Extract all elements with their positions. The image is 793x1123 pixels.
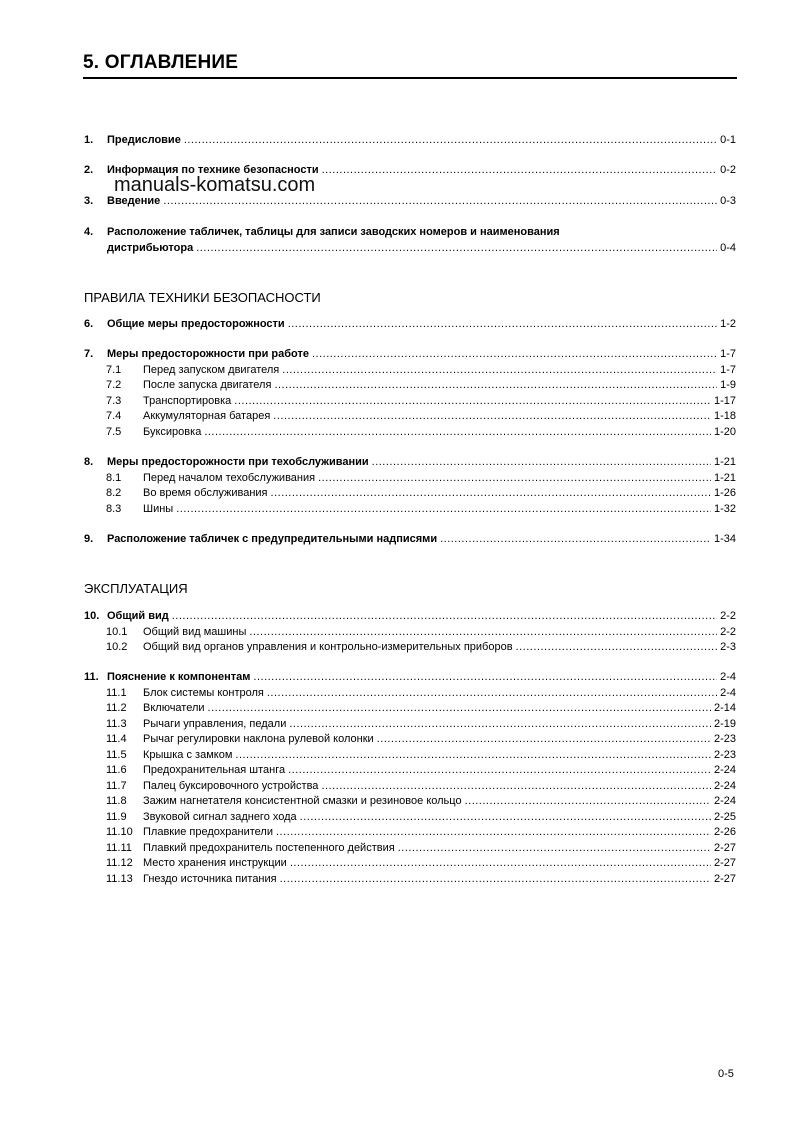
dot-leader <box>271 486 711 502</box>
entry-title: Меры предосторожности при техобслуживании <box>107 456 369 468</box>
toc-entry[interactable] <box>84 486 736 502</box>
toc-entry-continuation[interactable] <box>84 241 736 257</box>
entry-number: 10.2 <box>106 641 128 653</box>
toc-entry[interactable] <box>84 686 736 702</box>
entry-page: 2-4 <box>720 671 736 683</box>
entry-number: 11. <box>84 671 99 683</box>
entry-number: 11.12 <box>106 857 133 869</box>
dot-leader <box>273 409 711 425</box>
entry-title: После запуска двигателя <box>143 379 272 391</box>
toc-group <box>84 347 736 440</box>
entry-number: 11.4 <box>106 733 127 745</box>
dot-leader <box>440 532 711 548</box>
dot-leader <box>321 779 711 795</box>
entry-number: 8.1 <box>106 471 122 484</box>
dot-leader <box>196 241 717 257</box>
entry-title: Расположение табличек, таблицы для записи заводских номеров и наименования <box>107 226 560 238</box>
entry-title: Предисловие <box>107 134 181 146</box>
entry-title: Блок системы контроля <box>143 686 264 699</box>
dot-leader <box>276 825 711 841</box>
toc-entry[interactable] <box>84 763 736 779</box>
toc-entry[interactable] <box>84 194 736 210</box>
page-number: 0-5 <box>718 1068 734 1080</box>
page-title: 5. ОГЛАВЛЕНИЕ <box>83 52 239 73</box>
entry-title: Предохранительная штанга <box>143 764 286 776</box>
entry-page: 1-9 <box>720 379 736 391</box>
entry-number: 11.1 <box>106 686 127 699</box>
dot-leader <box>288 763 711 779</box>
entry-number: 7.4 <box>106 410 122 422</box>
entry-title: Буксировка <box>143 425 202 438</box>
entry-page: 2-4 <box>720 686 736 699</box>
entry-page: 2-25 <box>713 810 736 823</box>
entry-number: 11.11 <box>106 841 132 854</box>
dot-leader <box>234 394 711 410</box>
entry-number: 4. <box>84 226 94 238</box>
dot-leader <box>372 455 711 471</box>
toc-entry[interactable] <box>84 732 736 748</box>
dot-leader <box>253 670 717 686</box>
entry-title: Зажим нагнетателя консистентной смазки и резиновое кольцо <box>143 795 462 807</box>
toc-entry[interactable] <box>84 455 736 471</box>
entry-title: Перед началом техобслуживания <box>143 471 316 484</box>
entry-title: Крышка с замком <box>143 748 233 761</box>
dot-leader <box>288 317 717 333</box>
entry-title: Транспортировка <box>143 394 232 407</box>
dot-leader <box>204 425 711 441</box>
entry-number: 11.8 <box>106 795 127 807</box>
entry-title: Пояснение к компонентам <box>107 671 251 683</box>
entry-number: 8. <box>84 456 94 468</box>
toc-group <box>84 670 736 887</box>
toc-group <box>84 455 736 517</box>
entry-page: 2-24 <box>713 779 736 792</box>
entry-title: Аккумуляторная батарея <box>143 410 271 422</box>
entry-page: 2-2 <box>720 625 736 638</box>
entry-number: 11.6 <box>106 764 127 776</box>
entry-title: Звуковой сигнал заднего хода <box>143 810 297 823</box>
toc-group <box>84 225 736 256</box>
entry-number: 7.2 <box>106 379 122 391</box>
entry-number: 11.13 <box>106 872 133 885</box>
dot-leader <box>267 686 717 702</box>
entry-title: Включатели <box>143 702 205 714</box>
dot-leader <box>377 732 711 748</box>
entry-number: 8.2 <box>106 487 122 499</box>
dot-leader <box>322 163 717 179</box>
toc-group <box>84 194 736 210</box>
entry-page: 0-1 <box>720 134 736 146</box>
toc-entry[interactable] <box>84 471 736 487</box>
entry-number: 7.1 <box>106 363 122 376</box>
entry-page: 2-24 <box>713 764 736 776</box>
entry-page: 1-26 <box>713 487 736 499</box>
dot-leader <box>280 872 711 888</box>
dot-leader <box>282 363 717 379</box>
toc-entry[interactable] <box>84 163 736 179</box>
entry-title: Во время обслуживания <box>143 487 268 499</box>
entry-page: 1-34 <box>713 533 736 545</box>
toc-entry[interactable] <box>84 856 736 872</box>
entry-title: Рычаг регулировки наклона рулевой колонки <box>143 733 374 745</box>
entry-title: Введение <box>107 195 161 207</box>
entry-number: 11.5 <box>106 748 127 761</box>
entry-page: 0-4 <box>720 241 736 254</box>
entry-number: 2. <box>84 164 94 176</box>
entry-page: 2-23 <box>713 748 736 761</box>
entry-page: 2-26 <box>713 826 736 838</box>
entry-number: 10.1 <box>106 625 128 638</box>
toc-entry[interactable] <box>84 717 736 733</box>
dot-leader <box>398 841 711 857</box>
toc-entry[interactable] <box>84 794 736 810</box>
entry-page: 1-7 <box>720 363 736 376</box>
entry-number: 10. <box>84 610 100 622</box>
dot-leader <box>208 701 711 717</box>
dot-leader <box>184 133 717 149</box>
toc-entry[interactable] <box>84 841 736 857</box>
dot-leader <box>163 194 717 210</box>
toc-entry[interactable] <box>84 225 736 241</box>
entry-number: 3. <box>84 195 94 207</box>
watermark: manuals-komatsu.com <box>114 174 316 196</box>
entry-page: 2-23 <box>713 733 736 745</box>
toc-entry[interactable] <box>84 532 736 548</box>
entry-title: Перед запуском двигателя <box>143 363 280 376</box>
entry-title: Шины <box>143 502 174 515</box>
entry-page: 1-18 <box>713 410 736 422</box>
dot-leader <box>465 794 711 810</box>
entry-page: 2-14 <box>713 702 736 714</box>
section-heading-operation: ЭКСПЛУАТАЦИЯ <box>84 581 188 596</box>
entry-title: Палец буксировочного устройства <box>143 779 319 792</box>
toc-group <box>84 133 736 149</box>
toc-entry[interactable] <box>84 502 736 518</box>
entry-page: 1-21 <box>713 471 736 484</box>
dot-leader <box>318 471 711 487</box>
entry-page: 1-20 <box>713 425 736 438</box>
toc-group <box>84 317 736 333</box>
entry-title: Общий вид <box>107 610 169 622</box>
toc-group <box>84 532 736 548</box>
entry-number: 7.5 <box>106 425 122 438</box>
section-heading-safety: ПРАВИЛА ТЕХНИКИ БЕЗОПАСНОСТИ <box>84 290 321 305</box>
dot-leader <box>274 378 717 394</box>
entry-title: Рычаги управления, педали <box>143 717 287 730</box>
entry-title: Информация по технике безопасности <box>107 164 319 176</box>
entry-title: Место хранения инструкции <box>143 857 287 869</box>
entry-title: Плавкий предохранитель постепенного действия <box>143 841 395 854</box>
entry-page: 1-32 <box>713 502 736 515</box>
toc-group <box>84 609 736 656</box>
dot-leader <box>235 748 711 764</box>
entry-number: 1. <box>84 134 94 146</box>
toc-entry[interactable] <box>84 640 736 656</box>
entry-page: 1-17 <box>713 394 736 407</box>
entry-page: 0-2 <box>720 164 736 176</box>
dot-leader <box>300 810 711 826</box>
toc-entry[interactable] <box>84 748 736 764</box>
entry-number: 11.9 <box>106 810 127 823</box>
dot-leader <box>249 625 717 641</box>
entry-number: 7. <box>84 348 94 360</box>
entry-page: 1-7 <box>720 348 736 360</box>
entry-title: Общий вид органов управления и контрольно-измерительных приборов <box>143 641 513 653</box>
toc-group <box>84 163 736 179</box>
toc-entry[interactable] <box>84 810 736 826</box>
entry-page: 2-27 <box>713 857 736 869</box>
entry-page: 2-24 <box>713 795 736 807</box>
toc-entry[interactable] <box>84 609 736 625</box>
entry-title: Общие меры предосторожности <box>107 318 285 330</box>
entry-page: 2-27 <box>713 872 736 885</box>
entry-page: 2-27 <box>713 841 736 854</box>
entry-number: 11.10 <box>106 826 133 838</box>
toc-entry[interactable] <box>84 872 736 888</box>
toc-entry[interactable] <box>84 625 736 641</box>
toc-entry[interactable] <box>84 347 736 363</box>
entry-page: 2-2 <box>720 610 736 622</box>
entry-number: 11.7 <box>106 779 127 792</box>
toc-entry[interactable] <box>84 670 736 686</box>
entry-page: 2-19 <box>713 717 736 730</box>
toc-entry[interactable] <box>84 409 736 425</box>
toc-entry[interactable] <box>84 425 736 441</box>
dot-leader <box>516 640 718 656</box>
entry-title: Расположение табличек с предупредительными надписями <box>107 533 438 545</box>
dot-leader <box>312 347 717 363</box>
entry-page: 1-21 <box>713 456 736 468</box>
entry-page: 0-3 <box>720 195 736 207</box>
toc-entry[interactable] <box>84 363 736 379</box>
entry-page: 1-2 <box>720 318 736 330</box>
entry-title: Гнездо источника питания <box>143 872 277 885</box>
entry-title: Меры предосторожности при работе <box>107 348 309 360</box>
entry-number: 8.3 <box>106 502 122 515</box>
toc-entry[interactable] <box>84 825 736 841</box>
entry-page: 2-3 <box>720 641 736 653</box>
entry-number: 11.2 <box>106 702 127 714</box>
toc-entry[interactable] <box>84 317 736 333</box>
dot-leader <box>289 717 711 733</box>
entry-number: 11.3 <box>106 717 127 730</box>
entry-title-continued: дистрибьютора <box>107 241 194 254</box>
toc-entry[interactable] <box>84 701 736 717</box>
entry-title: Общий вид машины <box>143 625 247 638</box>
toc-entry[interactable] <box>84 133 736 149</box>
toc-entry[interactable] <box>84 394 736 410</box>
title-underline <box>83 77 737 79</box>
entry-number: 9. <box>84 533 94 545</box>
toc-entry[interactable] <box>84 378 736 394</box>
entry-number: 7.3 <box>106 394 122 407</box>
dot-leader <box>290 856 711 872</box>
entry-number: 6. <box>84 318 94 330</box>
entry-title: Плавкие предохранители <box>143 826 273 838</box>
toc-entry[interactable] <box>84 779 736 795</box>
dot-leader <box>176 502 711 518</box>
dot-leader <box>172 609 717 625</box>
